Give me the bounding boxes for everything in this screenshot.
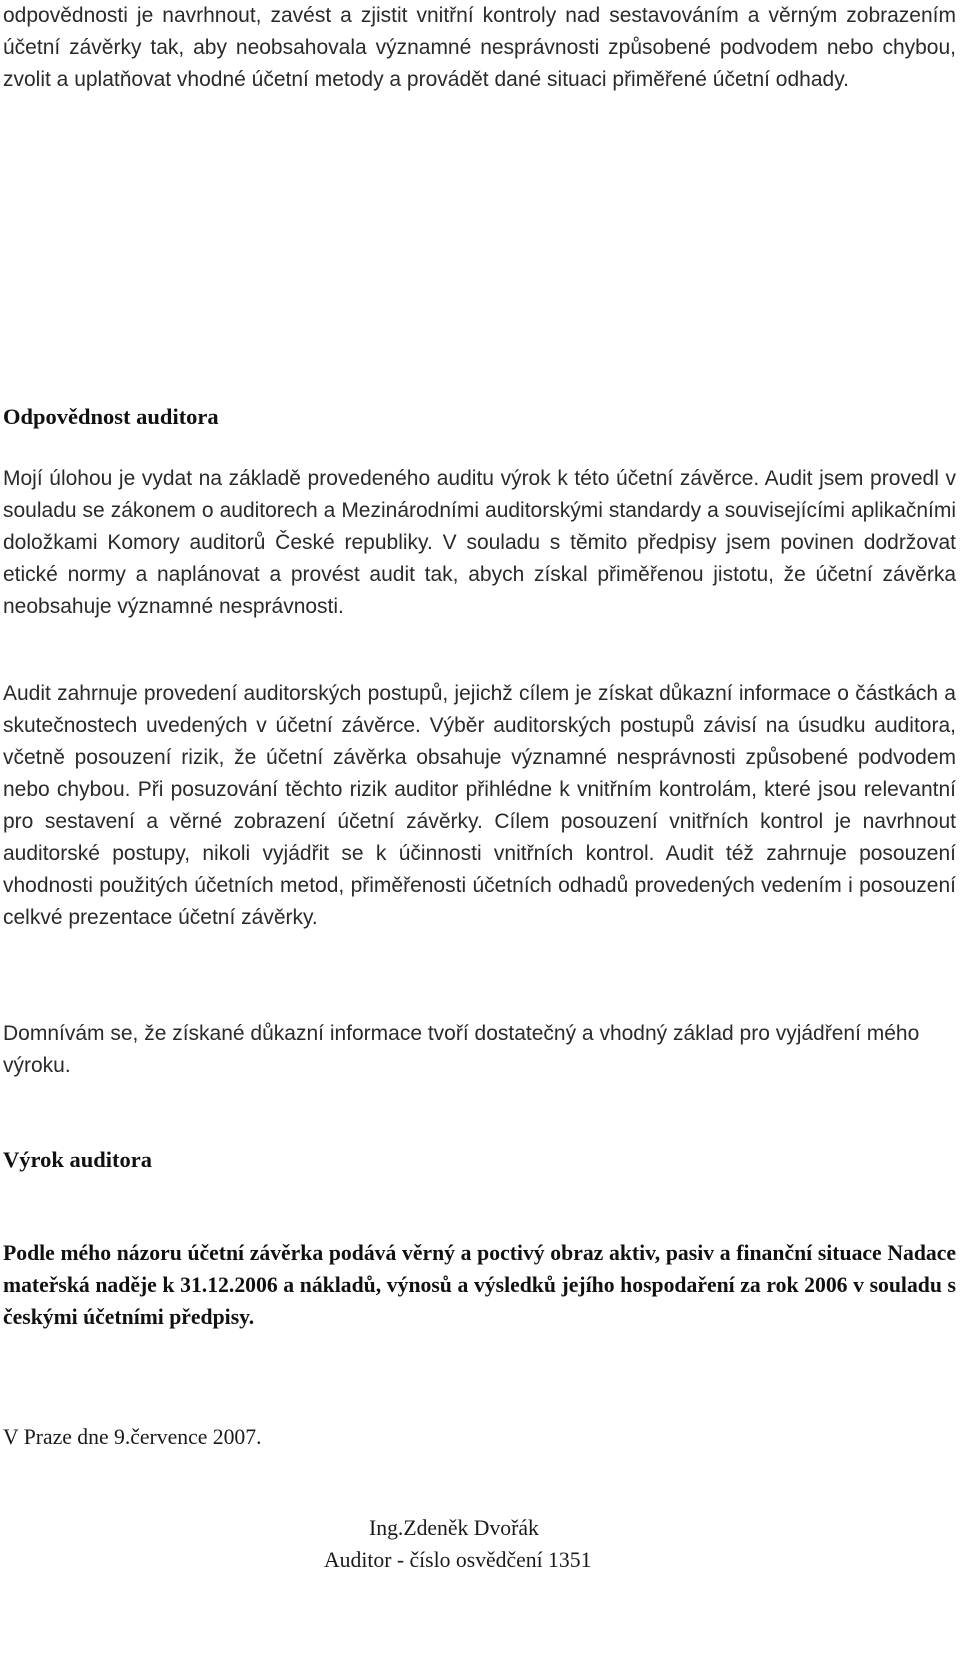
auditor-opinion-paragraph: Podle mého názoru účetní závěrka podává věrný a poctivý obraz aktiv, pasiv a finanční situace Nadace mateřská naděje k 31.12.2006 a nákladů, výnosů a výsledků jejího hospodaření za rok 2006 v souladu s českými účetními předpisy. (3, 1241, 956, 1329)
signature-name: Ing.Zdeněk Dvořák (369, 1516, 539, 1540)
auditor-responsibility-heading: Odpovědnost auditora (3, 404, 219, 429)
auditor-responsibility-paragraph-2: Audit zahrnuje provedení auditorských postupů, jejichž cílem je získat důkazní informace o částkách a skutečnostech uvedených v účetní závěrce. Výběr auditorských postupů závisí na úsudku auditora, včetně posouzení rizik, že účetní závěrka obsahuje významné nesprávnosti způsobené podvodem nebo chybou. Při posuzování těchto rizik auditor přihlédne k vnitřním kontrolám, které jsou relevantní pro sestavení a věrné zobrazení účetní závěrky. Cílem posouzení vnitřních kontrol je navrhnout auditorské postupy, nikoli vyjádřit se k účinnosti vnitřních kontrol. Audit též zahrnuje posouzení vhodnosti použitých účetních metod, přiměřenosti účetních odhadů provedených vedením i posouzení celkvé prezentace účetní závěrky. (3, 682, 956, 929)
signature-role: Auditor - číslo osvědčení 1351 (324, 1548, 592, 1572)
auditor-responsibility-paragraph-1: Mojí úlohou je vydat na základě provedeného auditu výrok k této účetní závěrce. Audit jsem provedl v souladu se zákonem o auditorech a Mezinárodními auditorskými standardy a souvisejícími aplikačními doložkami Komory auditorů České republiky. V souladu s těmito předpisy jsem povinen dodržovat etické normy a naplánovat a provést audit tak, abych získal přiměřenou jistotu, že účetní závěrka neobsahuje významné nesprávnosti. (3, 467, 956, 618)
auditor-opinion-heading: Výrok auditora (3, 1147, 152, 1172)
place-date: V Praze dne 9.července 2007. (3, 1425, 262, 1449)
intro-paragraph: odpovědnosti je navrhnout, zavést a zjistit vnitřní kontroly nad sestavováním a věrným zobrazením účetní závěrky tak, aby neobsahovala významné nesprávnosti způsobené podvodem nebo chybou, zvolit a uplatňovat vhodné účetní metody a provádět dané situaci přiměřené účetní odhady. (3, 4, 956, 91)
auditor-responsibility-paragraph-3: Domnívám se, že získané důkazní informace tvoří dostatečný a vhodný základ pro vyjádření mého výroku. (3, 1022, 920, 1077)
